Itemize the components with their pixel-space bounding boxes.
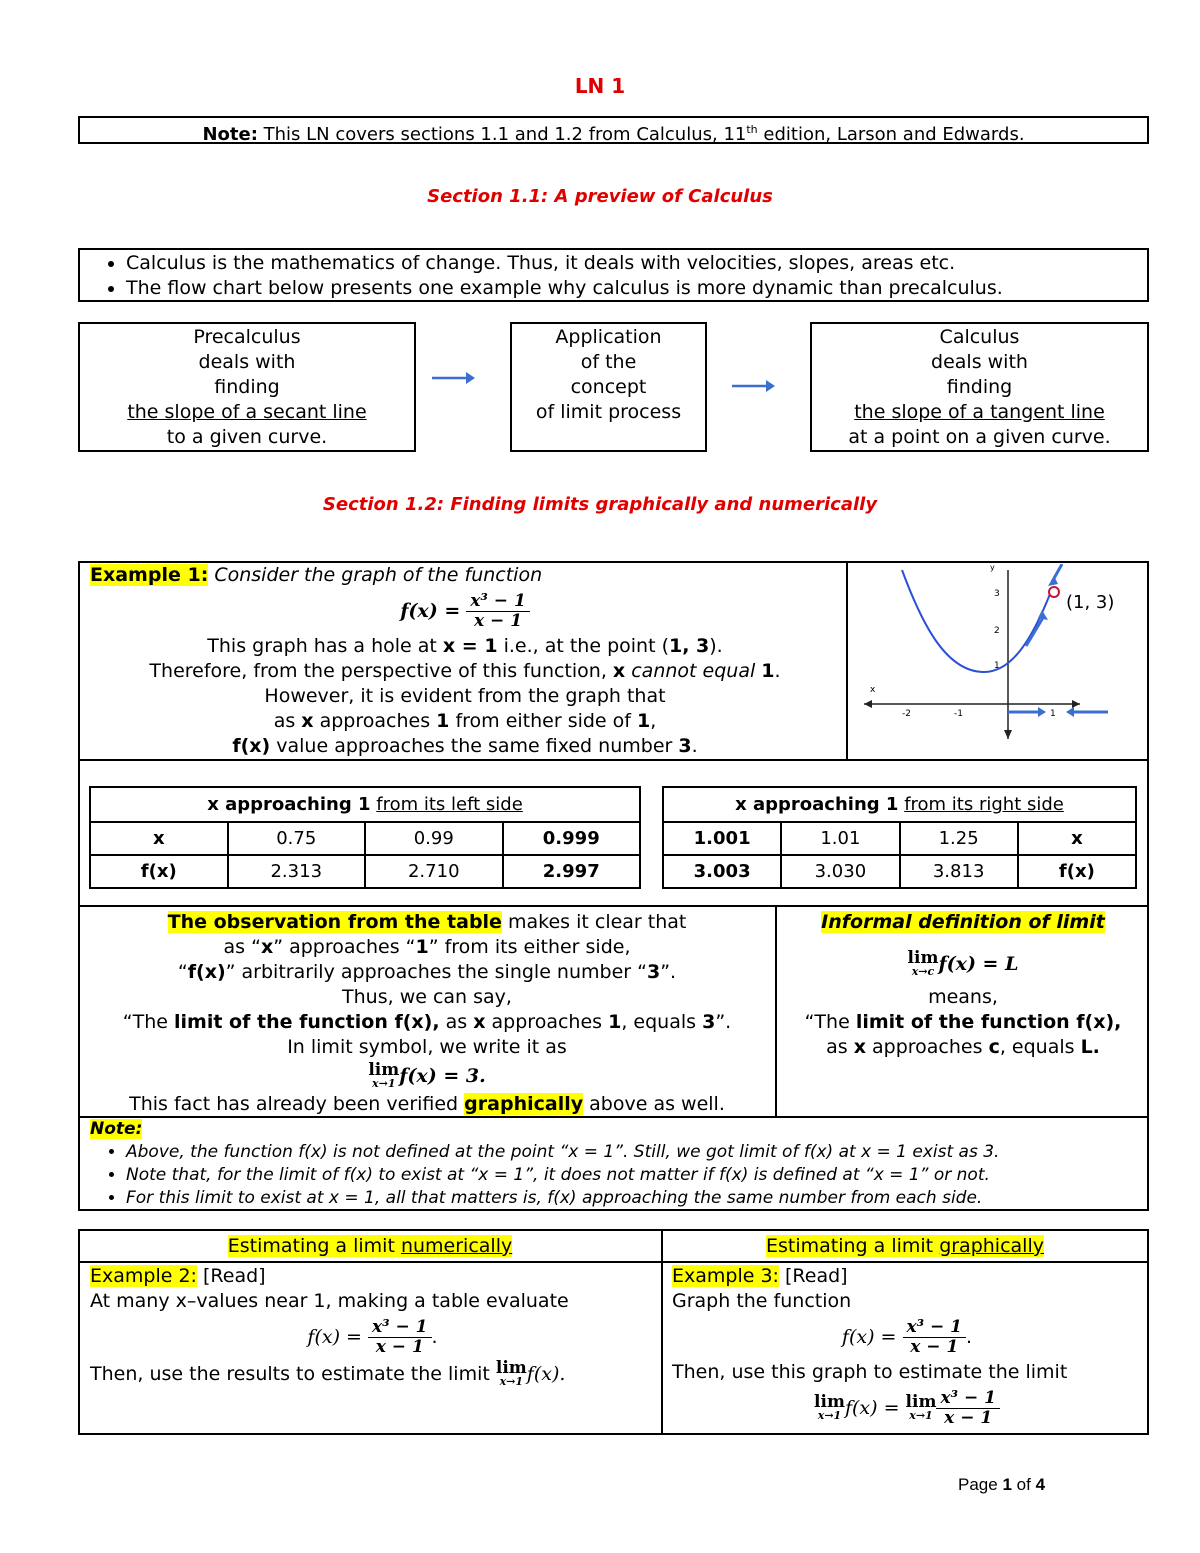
page-title: LN 1: [574, 74, 626, 98]
table-cell: 3.003: [663, 855, 781, 888]
example-2: Example 2: [Read] At many x–values near 1, making a table evaluate f(x) = $\frac{\text{x³ − 1}}{x - 1}$ . Then, use the results to estimate the limit lim x→1 f(x).: [90, 1264, 655, 1389]
bullet-item: • Calculus is the mathematics of change. Thus, it deals with velocities, slopes, areas etc.: [126, 251, 1147, 276]
informal-limit: lim x→c f(x) = L: [907, 947, 1019, 978]
example-1-intro-text: Consider the graph of the function: [214, 564, 543, 586]
divider: [846, 561, 848, 761]
example-1-line: However, it is evident from the graph that: [264, 685, 666, 707]
y-axis-label: y: [990, 564, 995, 572]
table-cell: 1.01: [781, 822, 899, 855]
example-1-line: This graph has a hole at x = 1 i.e., at the point (1, 3).: [207, 635, 723, 657]
table-header: x approaching 1 from its left side: [90, 787, 640, 822]
flow-box-precalculus: [78, 322, 416, 452]
example-1-line: as x approaches 1 from either side of 1,: [273, 710, 657, 732]
table-cell: 1.001: [663, 822, 781, 855]
note-label: Note:: [202, 124, 258, 145]
flow-arrow-icon: [730, 376, 776, 396]
note-2-item: • Above, the function f(x) is not defined at the point “x = 1”. Still, we got limit of f(x) at x = 1 exist as 3.: [126, 1141, 1140, 1164]
example-1-intro: [90, 563, 840, 588]
example-3: Example 3: [Read] Graph the function f(x) = $\frac{\text{x³ − 1}}{x - 1}$ . Then, use this graph to estimate the limit lim x→1 f(x) = lim x→1 $\frac{\text{x³ − 1}}{x - 1}$: [672, 1264, 1142, 1431]
section-1-2-title: Section 1.2: Finding limits graphically and numerically: [322, 494, 878, 515]
informal-title: Informal definition of limit: [821, 911, 1105, 933]
note-2-item: • Note that, for the limit of f(x) to exist at “x = 1”, it does not matter if f(x) is defined at “x = 1” or not.: [126, 1164, 1140, 1187]
note-text: This LN covers sections 1.1 and 1.2 from Calculus, 11: [263, 124, 747, 145]
note-sup: th: [746, 123, 758, 136]
observation-text: The observation from the table makes it clear that as “x” approaches “1” from its either side, “f(x)” arbitrarily approaches the single number “3”. Thus, we can say, “The limit of the function f(x), as x approaches 1, equals 3”. In limit symbol, we write it as lim x→1 f(x) = 3. This fact has already been verified graphically above as well.: [80, 910, 774, 1117]
formula-fraction: [466, 592, 530, 631]
table-cell: x: [1018, 822, 1136, 855]
table-row: [90, 822, 640, 855]
table-cell: 2.710: [365, 855, 503, 888]
example-3-label: Example 3:: [672, 1265, 779, 1287]
example-3-limit: lim x→1 f(x) = lim x→1 $\frac{\text{x³ − 1}}{x - 1}$: [672, 1385, 1142, 1431]
hole-point: [1049, 587, 1059, 597]
table-row: [663, 822, 1136, 855]
example-3-formula: f(x) = $\frac{\text{x³ − 1}}{x - 1}$ .: [841, 1317, 973, 1357]
section-1-1-title: Section 1.1: A preview of Calculus: [427, 186, 773, 207]
flow-line: deals with: [931, 351, 1028, 373]
flow-line: finding: [946, 376, 1013, 398]
divider: [775, 905, 777, 1117]
flow-line: the slope of a tangent line: [854, 401, 1105, 423]
table-cell: f(x): [90, 855, 228, 888]
observation-highlight: The observation from the table: [167, 911, 502, 933]
right-approach-table: [662, 786, 1137, 889]
formula-fx: f(x) =: [400, 600, 461, 622]
note-box: [78, 116, 1149, 144]
function-graph: [850, 564, 1146, 758]
x-axis-label: x: [870, 685, 876, 695]
left-approach-table: [89, 786, 641, 889]
formula-num: x³ − 1: [466, 592, 530, 612]
estimating-graphically-header: Estimating a limit graphically: [766, 1235, 1044, 1257]
table-cell: 1.25: [900, 822, 1018, 855]
example-1-formula: [90, 588, 840, 634]
example-1-line: f(x) value approaches the same fixed number 3.: [232, 735, 698, 757]
x-tick: -2: [902, 709, 911, 719]
flow-line: Application: [555, 326, 662, 348]
divider: [78, 1261, 1149, 1263]
flow-line: deals with: [198, 351, 296, 373]
page-number: Page 1 of 4: [958, 1475, 1046, 1494]
note-2-label: Note:: [90, 1119, 143, 1139]
flow-line: Precalculus: [193, 326, 301, 348]
y-tick: 1: [994, 661, 1000, 671]
flow-line: at a point on a given curve.: [848, 426, 1111, 448]
x-tick: 1: [1050, 709, 1056, 719]
table-cell: 3.030: [781, 855, 899, 888]
flow-line: finding: [214, 376, 280, 398]
example-2-formula: f(x) = $\frac{\text{x³ − 1}}{x - 1}$ .: [307, 1317, 438, 1357]
y-tick: 3: [994, 589, 1000, 599]
approach-arrow-icon: [1026, 616, 1044, 646]
example-1-label: Example 1:: [90, 564, 209, 586]
flow-box-calculus: [810, 322, 1149, 452]
flow-box-application: [510, 322, 707, 452]
table-cell: 2.997: [503, 855, 641, 888]
table-cell: 2.313: [228, 855, 366, 888]
table-cell: 0.999: [503, 822, 641, 855]
note-2: [90, 1118, 1140, 1210]
note-2-item: • For this limit to exist at x = 1, all that matters is, f(x) approaching the same number from each side.: [126, 1187, 1140, 1210]
point-label: (1, 3): [1066, 592, 1115, 613]
bullet-item: • The flow chart below presents one example why calculus is more dynamic than precalculus.: [126, 276, 1147, 301]
flow-arrow-icon: [430, 368, 476, 388]
flow-line: the slope of a secant line: [127, 401, 367, 423]
example-1-line: Therefore, from the perspective of this function, x cannot equal 1.: [149, 660, 781, 682]
table-cell: 0.75: [228, 822, 366, 855]
flow-line: Calculus: [939, 326, 1020, 348]
example-1-text: [90, 563, 840, 759]
table-cell: 0.99: [365, 822, 503, 855]
table-cell: f(x): [1018, 855, 1136, 888]
y-tick: 2: [994, 626, 1000, 636]
example-2-label: Example 2:: [90, 1265, 197, 1287]
flow-line: concept: [570, 376, 647, 398]
table-row: [90, 855, 640, 888]
divider: [78, 759, 1149, 761]
flow-line: of limit process: [535, 401, 682, 423]
observation-limit: lim x→1 f(x) = 3.: [368, 1059, 486, 1090]
function-curve: [902, 570, 1050, 672]
table-cell: 3.813: [900, 855, 1018, 888]
section-1-1-bullets: [78, 248, 1149, 302]
note-text-after: edition, Larson and Edwards.: [763, 124, 1025, 145]
table-row: [663, 855, 1136, 888]
x-tick: -1: [954, 709, 963, 719]
divider: [78, 905, 1149, 907]
table-cell: x: [90, 822, 228, 855]
estimating-numerically-header: Estimating a limit numerically: [227, 1235, 513, 1257]
table-header: x approaching 1 from its right side: [663, 787, 1136, 822]
formula-den: x − 1: [474, 611, 523, 631]
flow-line: of the: [580, 351, 637, 373]
flow-line: to a given curve.: [166, 426, 328, 448]
informal-definition: Informal definition of limit lim x→c f(x) = L means, “The limit of the function f(x), as x approaches c, equals L.: [778, 910, 1148, 1060]
